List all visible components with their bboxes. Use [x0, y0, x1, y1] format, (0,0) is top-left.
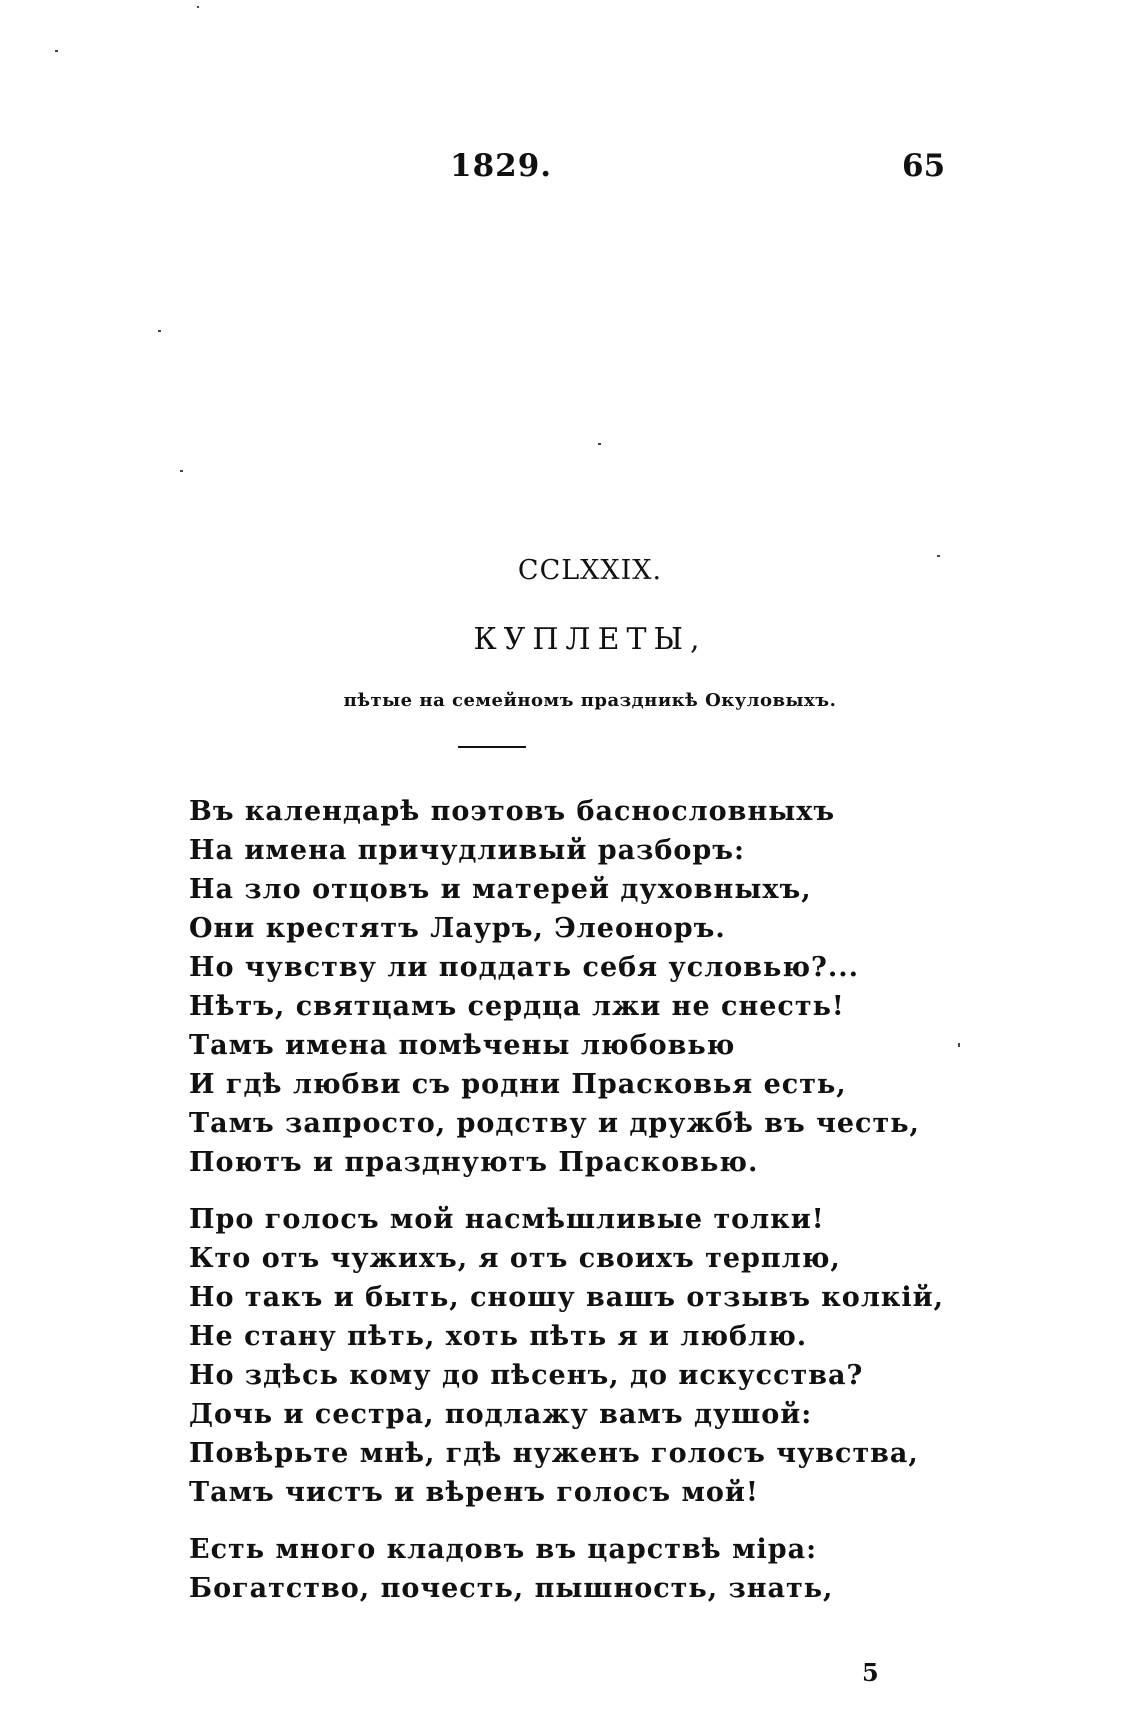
poem-subtitle: пѣтые на семейномъ праздникѣ Окуловыхъ.: [343, 690, 837, 711]
poem-line: Богатство, почесть, пышность, знать,: [189, 1573, 834, 1604]
signature-mark: 5: [862, 1658, 879, 1687]
stanza-1: [189, 792, 944, 1182]
poem-line: Но чувству ли поддать себя условью?...: [189, 952, 860, 983]
scan-speck: [158, 330, 161, 332]
poem-line: Дочь и сестра, подлажу вамъ душой:: [189, 1399, 813, 1430]
scan-speck: [180, 470, 183, 472]
poem-line: Есть много кладовъ въ царствѣ міра:: [189, 1534, 818, 1565]
poem-line: Нѣтъ, святцамъ сердца лжи не снесть!: [189, 991, 845, 1022]
scan-speck: [937, 555, 940, 557]
running-head-year: 1829.: [450, 148, 553, 184]
poem-line: Не стану пѣть, хоть пѣть я и люблю.: [189, 1321, 808, 1352]
poem-line: Въ календарѣ поэтовъ баснословныхъ: [189, 796, 836, 827]
page-number: 65: [902, 148, 946, 184]
poem-title: КУПЛЕТЫ,: [473, 622, 707, 657]
poem-line: На зло отцовъ и матерей духовныхъ,: [189, 874, 812, 905]
poem-line: И гдѣ любви съ родни Прасковья есть,: [189, 1069, 847, 1100]
scan-speck: [598, 443, 601, 445]
title-divider: [458, 746, 526, 748]
stanza-2: [189, 1200, 944, 1512]
poem-line: Тамъ чистъ и вѣренъ голосъ мой!: [189, 1477, 759, 1508]
poem-line: Но такъ и быть, сношу вашъ отзывъ колкій,: [189, 1282, 945, 1313]
poem-line: На имена причудливый разборъ:: [189, 835, 745, 866]
poem-body: [189, 792, 944, 1626]
poem-line: Тамъ запросто, родству и дружбѣ въ честь,: [189, 1108, 920, 1139]
poem-line: Поютъ и празднуютъ Прасковью.: [189, 1147, 759, 1178]
poem-line: Повѣрьте мнѣ, гдѣ нуженъ голосъ чувства,: [189, 1438, 919, 1469]
scan-speck: [958, 1043, 960, 1047]
poem-number: CCLXXIX.: [517, 555, 663, 586]
poem-line: Про голосъ мой насмѣшливые толки!: [189, 1204, 825, 1235]
poem-line: Тамъ имена помѣчены любовью: [189, 1030, 736, 1061]
poem-line: Они крестятъ Лауръ, Элеоноръ.: [189, 913, 726, 944]
poem-line: Кто отъ чужихъ, я отъ своихъ терплю,: [189, 1243, 841, 1274]
scan-speck: [197, 6, 199, 8]
stanza-3: [189, 1530, 944, 1608]
poem-line: Но здѣсь кому до пѣсенъ, до искусства?: [189, 1360, 864, 1391]
scan-speck: [55, 50, 58, 52]
